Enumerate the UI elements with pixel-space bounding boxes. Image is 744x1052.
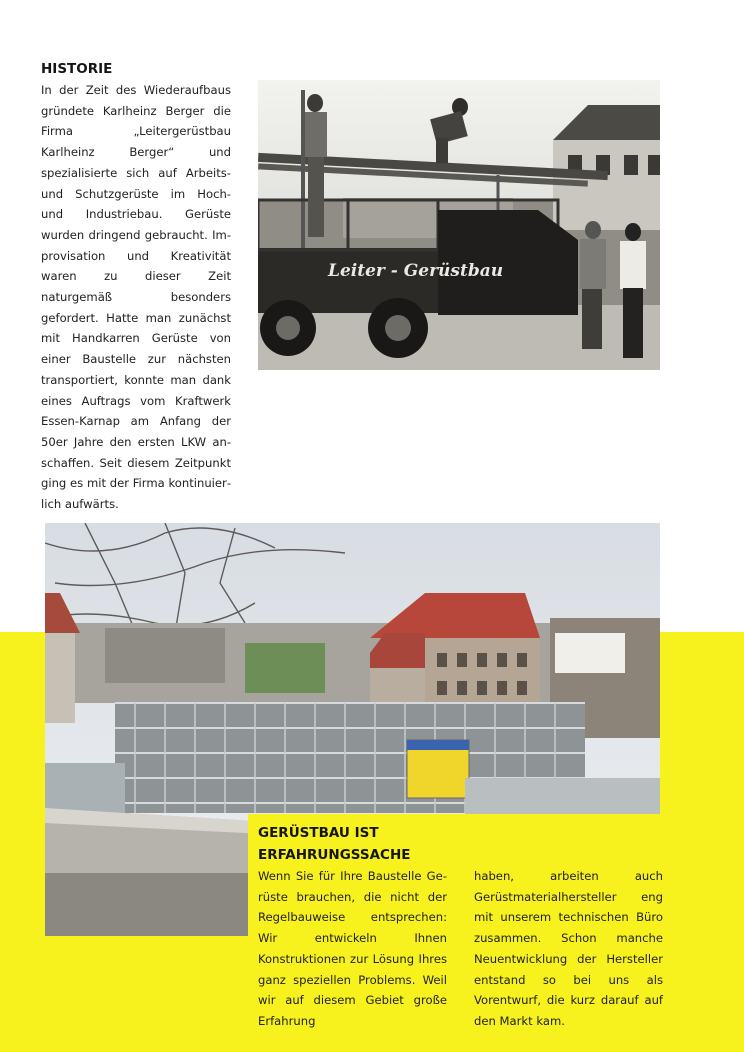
- erfahrung-paragraph-column1: Wenn Sie für Ihre Baustelle Gerüste brauchen, die nicht der Regelbauweise entsprechen: Wir entwickeln Ihnen Konstruktionen zur Lösung Ihres ganz speziellen Problems. Weil wir auf diesem Gebiet große Erfahrung: [258, 869, 447, 1028]
- truck-lettering: Leiter - Gerüstbau: [328, 261, 504, 281]
- historie-paragraph: In der Zeit des Wiederaufbaus gründete Karlheinz Berger die Firma „Leitergerüstbau Karlheinz Berger“ und spezialisierte sich auf Arbeits- und Schutzgerüste im Hoch- und Industriebau. Gerüste wurden dringend gebraucht. Improvisation und Kreativität waren zu dieser Zeit naturgemäß besonders gefordert. Hatte man zunächst mit Handkarren Gerüste von einer Baustelle zur nächsten transportiert, konnte man dank eines Auftrags vom Kraftwerk Essen-Karnap am Anfang der 50er Jahre den ersten LKW anschaffen. Seit diesem Zeitpunkt ging es mit der Firma kontinuierlich aufwärts.: [41, 83, 231, 512]
- erfahrung-paragraph-column2: haben, arbeiten auch Gerüstmaterialhersteller eng mit unserem technischen Büro zusammen. Schon manche Neuentwicklung der Hersteller entstand so bei uns als Vorentwurf, die kurz darauf auf den Markt kam.: [474, 869, 663, 1028]
- historie-heading: HISTORIE: [41, 61, 113, 77]
- historic-truck-photo: [258, 80, 660, 370]
- truck-photo-drawing: [258, 80, 660, 370]
- erfahrung-heading-line2: ERFAHRUNGSSACHE: [258, 847, 411, 863]
- erfahrung-heading-line1: GERÜSTBAU IST: [258, 825, 379, 841]
